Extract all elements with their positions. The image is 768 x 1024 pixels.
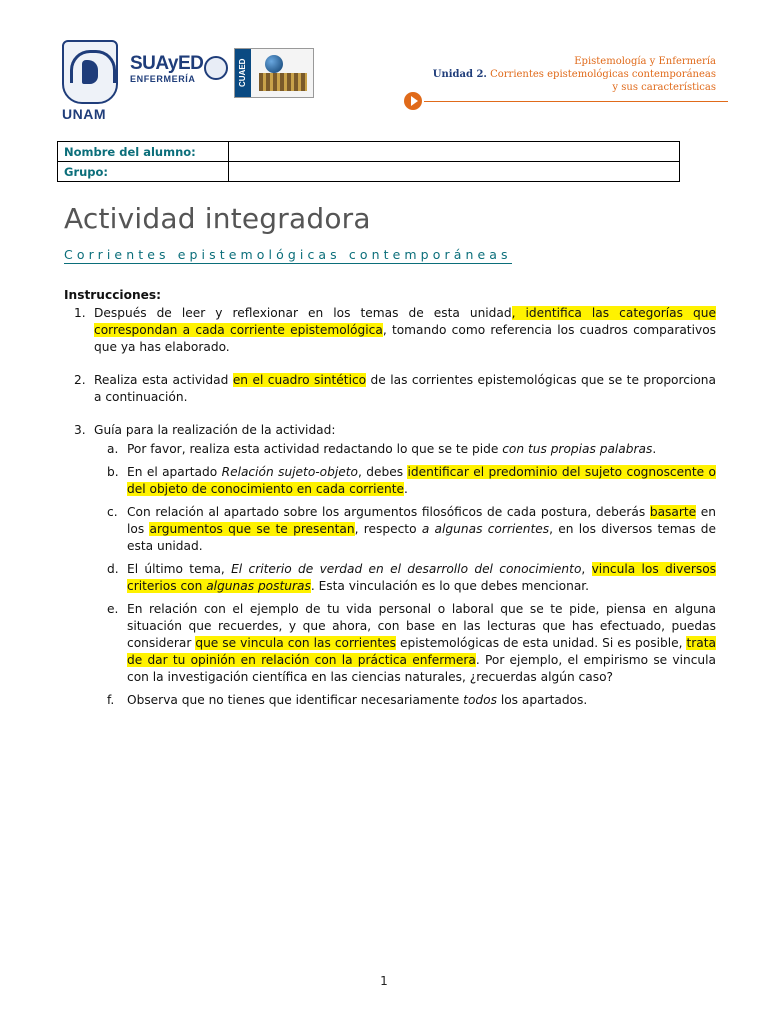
- sub-item-letter: f.: [107, 693, 115, 707]
- sub-list-item: [94, 504, 716, 555]
- sub-item-text: . Esta vinculación es lo que debes mencionar.: [310, 579, 590, 593]
- sub-item-text: ,: [581, 562, 592, 576]
- suayed-badge-icon: [204, 56, 228, 80]
- table-row: [58, 142, 680, 162]
- italic-text: con tus propias palabras: [502, 442, 653, 456]
- sub-item-text: , debes: [358, 465, 408, 479]
- sub-item-text: . Por ejemplo, el empirismo se vincula con la investigación científica en las ciencias naturales, ¿recuerdas algún caso?: [127, 653, 716, 684]
- books-icon: [259, 73, 307, 91]
- sub-item-text: Observa que no tienes que identificar necesariamente: [127, 693, 464, 707]
- globe-icon: [265, 55, 283, 73]
- guide-sublist: [94, 441, 716, 709]
- item-text: Realiza esta actividad: [94, 373, 233, 387]
- item-text: Después de leer y reflexionar en los temas de esta unidad: [94, 306, 512, 320]
- unit-title-line2: y sus características: [612, 82, 716, 93]
- page-subtitle: Corrientes epistemológicas contemporáneas: [64, 247, 512, 262]
- sub-item-text: .: [404, 482, 408, 496]
- sub-item-text: epistemológicas de esta unidad. Si es posible,: [396, 636, 687, 650]
- unam-logo-text: UNAM: [62, 106, 106, 122]
- page-title: Actividad integradora: [64, 202, 371, 235]
- item-text: de las corrientes epistemológicas que se te proporciona a continuación.: [94, 373, 716, 404]
- highlighted-text: en el cuadro sintético: [232, 373, 367, 387]
- group-label: Grupo:: [58, 162, 229, 182]
- sub-item-letter: c.: [107, 505, 118, 519]
- header-divider: [424, 101, 728, 102]
- suayed-logo-subtitle: ENFERMERÍA: [130, 74, 196, 84]
- sub-item-text: Con relación al apartado sobre los argumentos filosóficos de cada postura, deberás: [127, 505, 650, 519]
- highlighted-text: que se vincula con las corrientes: [195, 636, 397, 650]
- sub-item-letter: d.: [107, 562, 119, 576]
- highlighted-text: argumentos que se te presentan: [149, 522, 355, 536]
- list-item: [64, 305, 716, 356]
- list-item: [64, 372, 716, 406]
- italic-text: todos: [463, 693, 497, 707]
- sub-item-text: , en los diversos temas de esta unidad.: [127, 522, 716, 553]
- student-info-table: [57, 141, 680, 182]
- unit-prefix: Unidad 2.: [432, 69, 487, 80]
- italic-text: El criterio de verdad en el desarrollo del conocimiento: [231, 562, 582, 576]
- sub-list-item: [94, 601, 716, 686]
- highlighted-text: vincula los diversos criterios con: [127, 562, 716, 593]
- cuaed-logo: [234, 48, 314, 98]
- student-name-label: Nombre del alumno:: [58, 142, 229, 162]
- item-text: Guía para la realización de la actividad:: [94, 423, 336, 437]
- sub-item-letter: e.: [107, 602, 119, 616]
- table-row: [58, 162, 680, 182]
- sub-list-item: [94, 692, 716, 709]
- item-text: , tomando como referencia los cuadros comparativos que ya has elaborado.: [94, 323, 716, 354]
- cuaed-logo-label: CUAED: [235, 49, 251, 97]
- item-number: 2.: [74, 373, 86, 387]
- student-name-field[interactable]: [229, 142, 680, 162]
- course-title: Epistemología y Enfermería: [574, 56, 716, 67]
- sub-list-item: [94, 561, 716, 595]
- sub-item-text: Por favor, realiza esta actividad redactando lo que se te pide: [127, 442, 503, 456]
- sub-item-text: , respecto: [354, 522, 422, 536]
- unit-title: [433, 68, 716, 81]
- unit-title-line1: Corrientes epistemológicas contemporáneas: [486, 69, 716, 80]
- unam-crest-icon: [62, 40, 118, 104]
- highlighted-text: , identifica las categorías que correspondan a cada corriente epistemológica: [94, 306, 716, 337]
- sub-item-text: En relación con el ejemplo de tu vida personal o laboral que se te pide, piensa en alguna situación que recuerdes, y que ahora, con base en las lecturas que has efectuado, puedas considerar: [127, 602, 716, 650]
- item-number: 3.: [74, 423, 86, 437]
- instructions-heading: Instrucciones:: [64, 288, 162, 302]
- sub-item-text: los apartados.: [496, 693, 588, 707]
- sub-item-text: .: [652, 442, 657, 456]
- instructions-list: [64, 305, 716, 709]
- highlighted-text: trata de dar tu opinión en relación con la práctica enfermera: [127, 636, 716, 667]
- highlighted-text: identificar el predominio del sujeto cognoscente o del objeto de conocimiento en cada corriente: [127, 465, 716, 496]
- page-number: 1: [380, 974, 388, 988]
- item-number: 1.: [74, 306, 86, 320]
- sub-item-letter: a.: [107, 442, 119, 456]
- list-item: [64, 422, 716, 709]
- sub-item-text: en los: [127, 505, 716, 536]
- suayed-logo-title: SUAyED: [130, 53, 204, 74]
- sub-item-text: En el apartado: [127, 465, 222, 479]
- sub-list-item: [94, 464, 716, 498]
- instructions: [64, 287, 716, 725]
- highlighted-text: basarte: [649, 505, 697, 519]
- italic-text: Relación sujeto-objeto: [221, 465, 358, 479]
- sub-list-item: [94, 441, 716, 458]
- course-header: [433, 55, 716, 94]
- highlighted-italic-text: algunas posturas: [206, 579, 311, 593]
- play-icon[interactable]: [404, 92, 422, 110]
- suayed-logo: [130, 54, 228, 94]
- italic-text: a algunas corrientes: [421, 522, 550, 536]
- group-field[interactable]: [229, 162, 680, 182]
- sub-item-letter: b.: [107, 465, 119, 479]
- sub-item-text: El último tema,: [127, 562, 232, 576]
